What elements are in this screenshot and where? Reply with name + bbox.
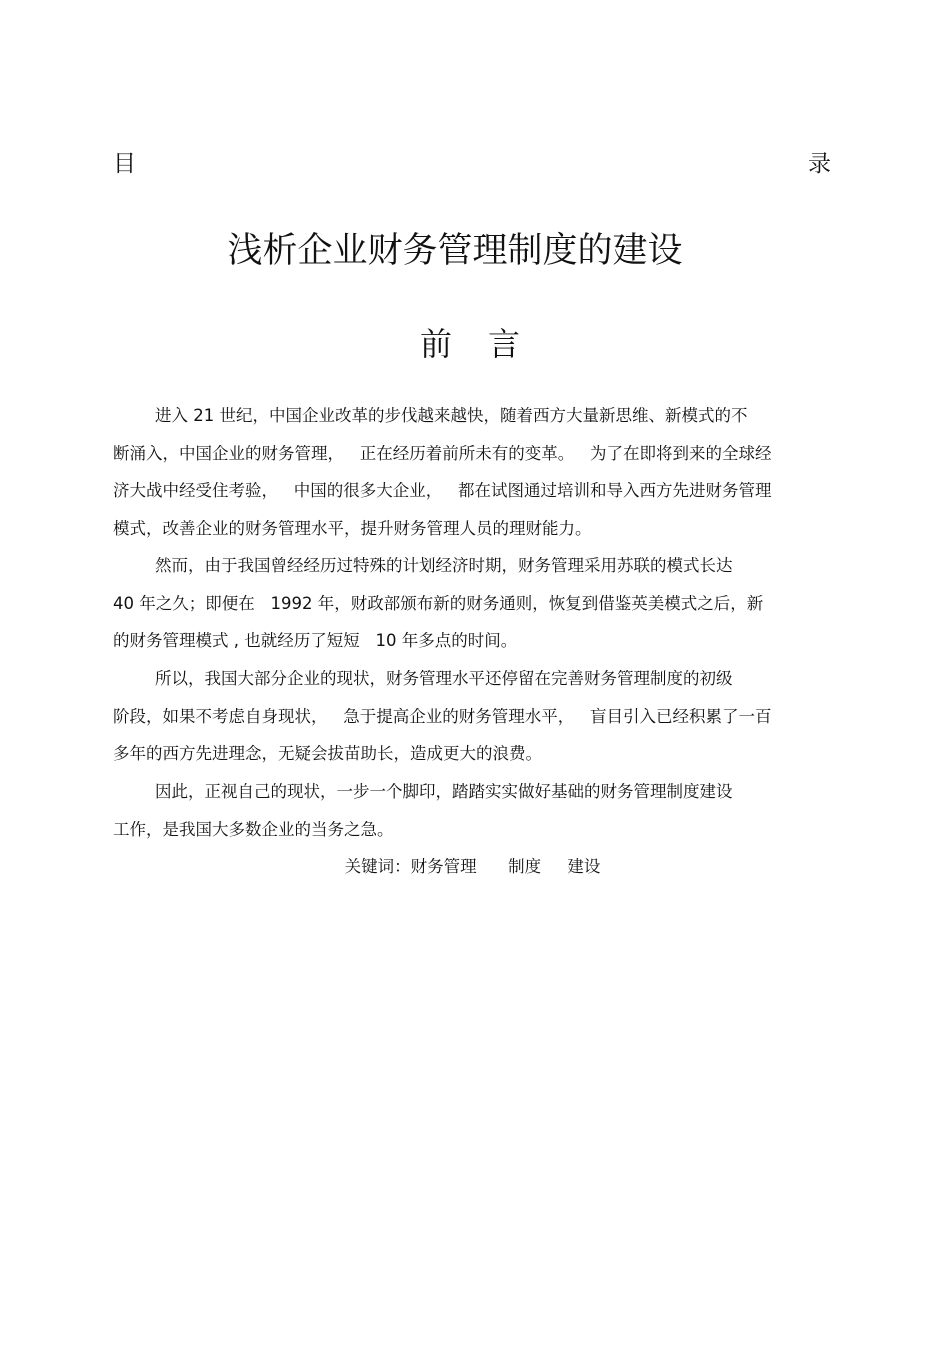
paragraph-4 — [113, 773, 823, 848]
paragraph-line: 阶段，如果不考虑自身现状， 急于提高企业的财务管理水平， 盲目引入已经积累了一百 — [113, 706, 772, 726]
paragraph-2 — [113, 547, 823, 660]
paragraph-line: 然而，由于我国曾经经历过特殊的计划经济时期，财务管理采用苏联的模式长达 — [155, 556, 733, 575]
paragraph-line: 进入 21 世纪，中国企业改革的步伐越来越快，随着西方大量新思维、新模式的不 — [155, 406, 748, 425]
paragraph-1 — [113, 397, 823, 547]
paragraph-line: 多年的西方先进理念，无疑会拔苗助长，造成更大的浪费。 — [113, 744, 542, 763]
paragraph-3 — [113, 660, 823, 773]
document-title: 浅析企业财务管理制度的建设 — [227, 231, 683, 271]
paragraph-line: 模式，改善企业的财务管理水平，提升财务管理人员的理财能力。 — [113, 518, 592, 538]
paragraph-line: 40 年之久；即便在 1992 年，财政部颁布新的财务通则，恢复到借鉴英美模式之后，新 — [113, 593, 764, 613]
keywords-line: 关键词：财务管理 制度 建设 — [344, 857, 601, 876]
paragraph-line: 工作，是我国大多数企业的当务之急。 — [113, 819, 394, 839]
toc-heading-right-char: 录 — [808, 151, 831, 177]
paragraph-line: 的财务管理模式 , 也就经历了短短 10 年多点的时间。 — [113, 631, 518, 650]
paragraph-line: 断涌入，中国企业的财务管理， 正在经历着前所未有的变革。 为了在即将到来的全球经 — [113, 443, 772, 463]
paragraph-line: 济大战中经受住考验， 中国的很多大企业， 都在试图通过培训和导入西方先进财务管理 — [113, 481, 772, 500]
paragraph-line: 因此，正视自己的现状，一步一个脚印，踏踏实实做好基础的财务管理制度建设 — [155, 782, 733, 801]
toc-heading-left-char: 目 — [113, 151, 136, 177]
paragraph-line: 所以，我国大部分企业的现状，财务管理水平还停留在完善财务管理制度的初级 — [155, 669, 733, 688]
preface-heading: 前言 — [420, 325, 557, 363]
